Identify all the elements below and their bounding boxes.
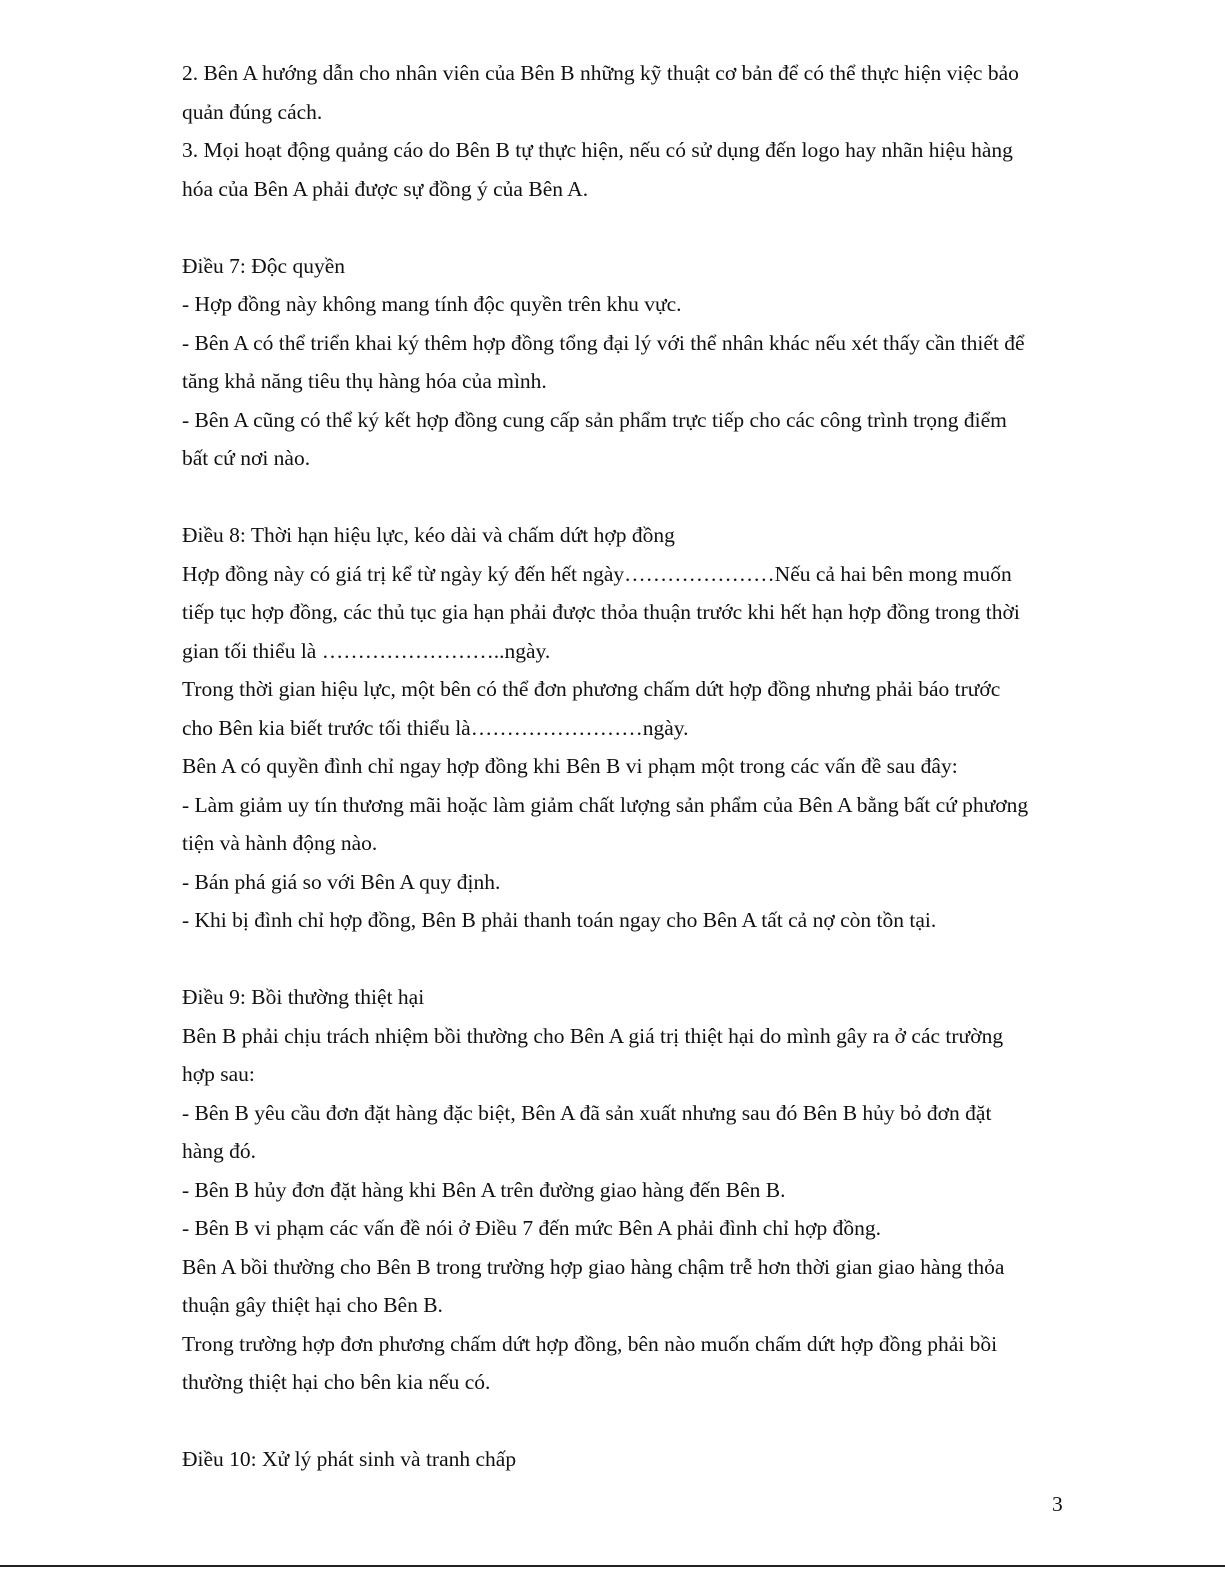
paragraph-line: tiếp tục hợp đồng, các thủ tục gia hạn phải được thỏa thuận trước khi hết hạn hợp đồng trong thời [182, 600, 1020, 624]
paragraph-line: hợp sau: [182, 1062, 255, 1086]
paragraph-line: bất cứ nơi nào. [182, 446, 311, 470]
article-7 [182, 247, 1067, 478]
paragraph-line: gian tối thiểu là ……………………..ngày. [182, 638, 551, 663]
paragraph-line: hàng đó. [182, 1139, 257, 1163]
paragraph-line: - Bên B yêu cầu đơn đặt hàng đặc biệt, Bên A đã sản xuất nhưng sau đó Bên B hủy bỏ đơn đặt [182, 1100, 992, 1125]
section-spacer [182, 208, 1067, 247]
paragraph-line: quản đúng cách. [182, 99, 323, 124]
paragraph-line: - Bên B hủy đơn đặt hàng khi Bên A trên đường giao hàng đến Bên B. [182, 1177, 786, 1202]
article-6-continuation [182, 54, 1067, 208]
page-number: 3 [1052, 1492, 1063, 1516]
page-bottom-rule [0, 1565, 1225, 1567]
paragraph-line: tiện và hành động nào. [182, 831, 378, 855]
paragraph-line: cho Bên kia biết trước tối thiểu là……………………ngày. [182, 715, 689, 740]
paragraph-line: - Bán phá giá so với Bên A quy định. [182, 869, 501, 894]
section-spacer [182, 1402, 1067, 1441]
paragraph-line: Hợp đồng này có giá trị kể từ ngày ký đến hết ngày…………………Nếu cả hai bên mong muốn [182, 561, 1012, 586]
paragraph-line: thuận gây thiệt hại cho Bên B. [182, 1293, 443, 1317]
article-heading: Điều 10: Xử lý phát sinh và tranh chấp [182, 1447, 517, 1471]
paragraph-line: Trong trường hợp đơn phương chấm dứt hợp đồng, bên nào muốn chấm dứt hợp đồng phải bồi [182, 1331, 998, 1356]
paragraph-line: 2. Bên A hướng dẫn cho nhân viên của Bên B những kỹ thuật cơ bản để có thể thực hiện việc bảo [182, 61, 1019, 85]
section-spacer [182, 478, 1067, 517]
article-heading: Điều 7: Độc quyền [182, 253, 346, 278]
paragraph-line: - Hợp đồng này không mang tính độc quyền trên khu vực. [182, 292, 682, 316]
paragraph-line: Bên A có quyền đình chỉ ngay hợp đồng khi Bên B vi phạm một trong các vấn đề sau đây: [182, 754, 958, 778]
paragraph-line: hóa của Bên A phải được sự đồng ý của Bên A. [182, 176, 589, 201]
article-9 [182, 978, 1067, 1402]
paragraph-line: - Bên A cũng có thể ký kết hợp đồng cung cấp sản phẩm trực tiếp cho các công trình trọng điểm [182, 407, 1007, 432]
paragraph-line: tăng khả năng tiêu thụ hàng hóa của mình. [182, 369, 547, 393]
article-heading: Điều 9: Bồi thường thiệt hại [182, 985, 425, 1009]
article-8 [182, 516, 1067, 940]
paragraph-line: - Bên A có thể triển khai ký thêm hợp đồng tổng đại lý với thể nhân khác nếu xét thấy cần thiết để [182, 330, 1025, 355]
section-spacer [182, 940, 1067, 979]
paragraph-line: Trong thời gian hiệu lực, một bên có thể đơn phương chấm dứt hợp đồng nhưng phải báo trước [182, 677, 1001, 701]
article-heading: Điều 8: Thời hạn hiệu lực, kéo dài và chấm dứt hợp đồng [182, 523, 675, 547]
paragraph-line: - Làm giảm uy tín thương mãi hoặc làm giảm chất lượng sản phẩm của Bên A bằng bất cứ phương [182, 792, 1029, 817]
paragraph-line: Bên B phải chịu trách nhiệm bồi thường cho Bên A giá trị thiệt hại do mình gây ra ở các trường [182, 1023, 1004, 1048]
paragraph-line: - Bên B vi phạm các vấn đề nói ở Điều 7 đến mức Bên A phải đình chỉ hợp đồng. [182, 1216, 881, 1240]
paragraph-line: 3. Mọi hoạt động quảng cáo do Bên B tự thực hiện, nếu có sử dụng đến logo hay nhãn hiệu hàng [182, 138, 1013, 162]
document-page [182, 54, 1067, 1479]
paragraph-line: - Khi bị đình chỉ hợp đồng, Bên B phải thanh toán ngay cho Bên A tất cả nợ còn tồn tại. [182, 908, 937, 932]
paragraph-line: Bên A bồi thường cho Bên B trong trường hợp giao hàng chậm trễ hơn thời gian giao hàng thỏa [182, 1254, 1005, 1279]
paragraph-line: thường thiệt hại cho bên kia nếu có. [182, 1370, 491, 1394]
article-10 [182, 1440, 1067, 1479]
